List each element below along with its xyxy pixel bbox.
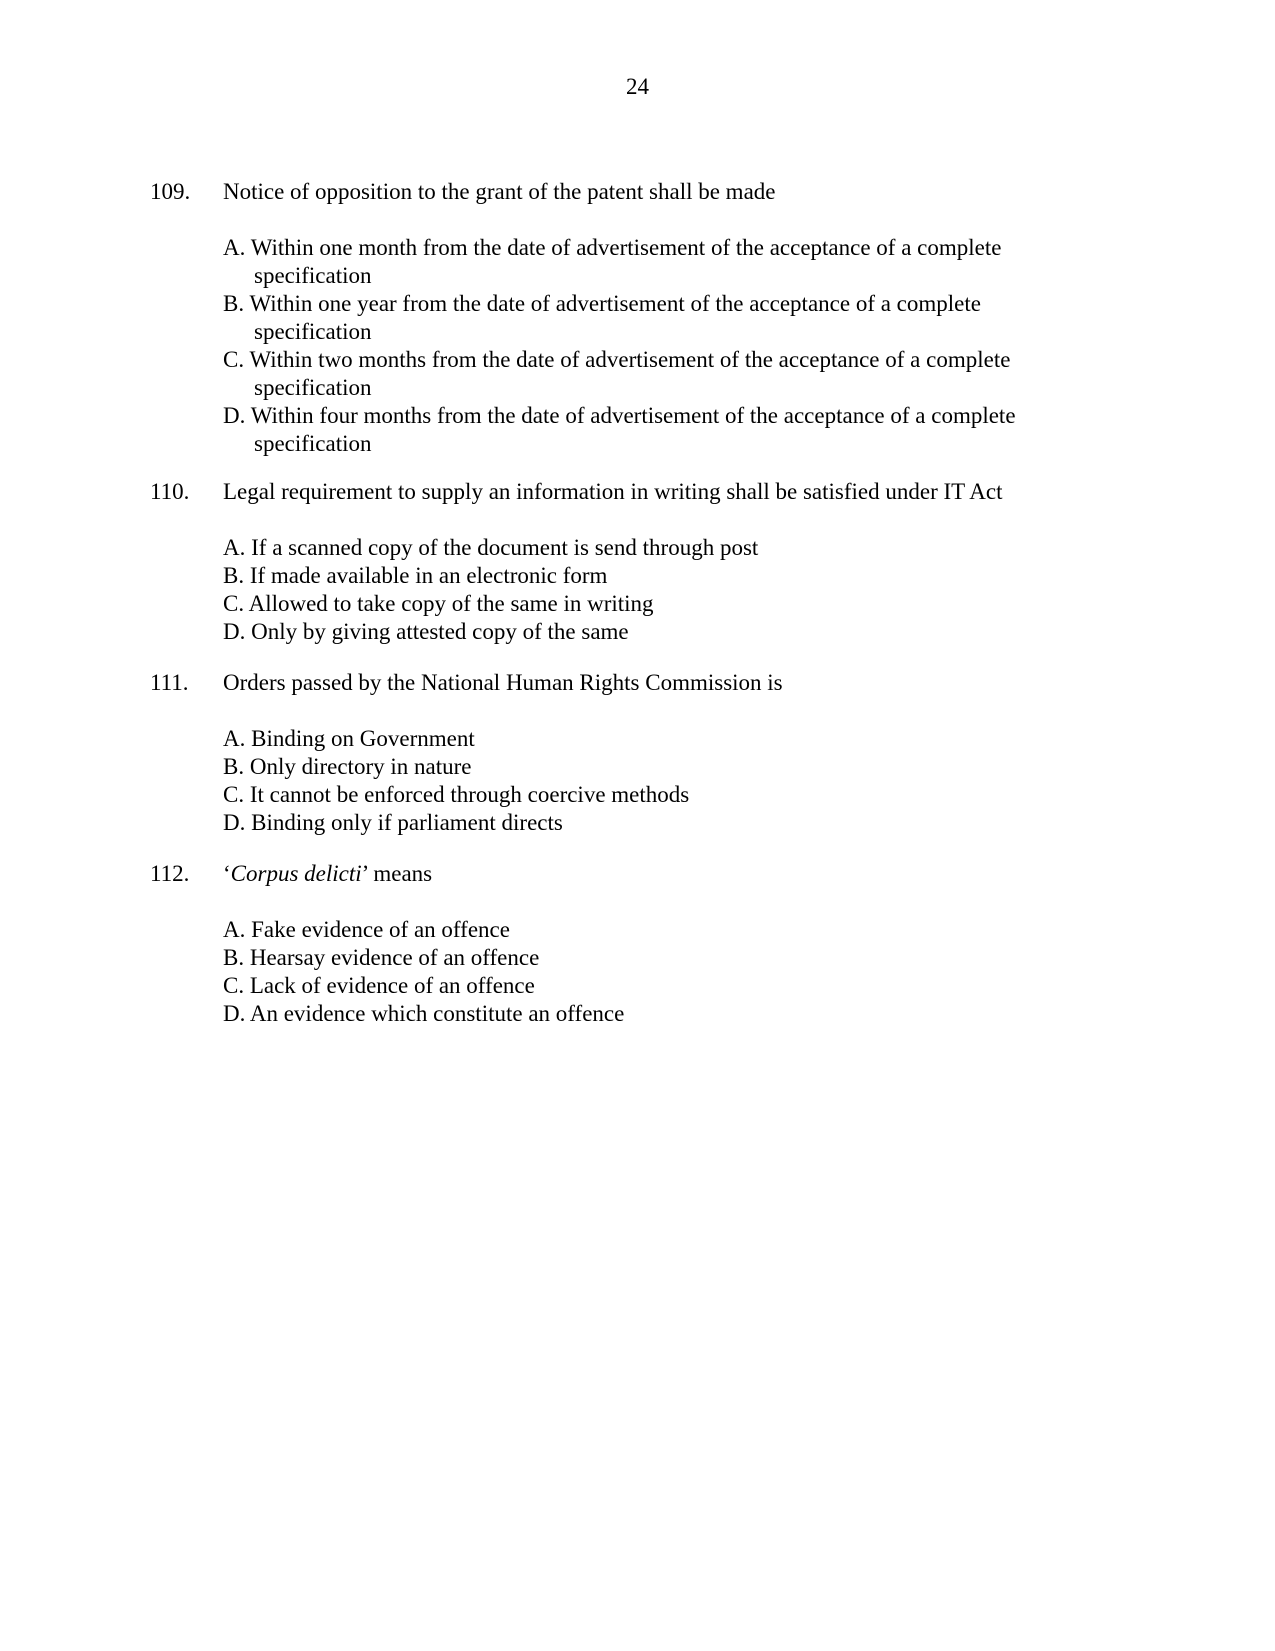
question-109 — [150, 178, 1150, 458]
option-d: D. Only by giving attested copy of the same — [223, 619, 629, 644]
option-c: C. It cannot be enforced through coercive methods — [223, 782, 690, 807]
option-a: A. Fake evidence of an offence — [223, 917, 510, 942]
option-text: Within one year from the date of advertisement of the acceptance of a complete specification — [249, 291, 981, 344]
option-text: Within one month from the date of advertisement of the acceptance of a complete specification — [250, 235, 1002, 288]
option-text: Binding on Government — [251, 726, 475, 751]
option-text: It cannot be enforced through coercive methods — [249, 782, 690, 807]
option-list — [223, 234, 1083, 458]
option-a: A. If a scanned copy of the document is send through post — [223, 535, 759, 560]
question-text: Notice of opposition to the grant of the patent shall be made — [223, 179, 776, 204]
option-text: Lack of evidence of an offence — [249, 973, 535, 998]
option-text: Hearsay evidence of an offence — [249, 945, 540, 970]
question-text: Orders passed by the National Human Rights Commission is — [223, 670, 783, 695]
page-number: 24 — [626, 74, 649, 99]
option-text: Within two months from the date of advertisement of the acceptance of a complete specification — [249, 347, 1011, 400]
option-c: C. Lack of evidence of an offence — [223, 973, 535, 998]
question-text: Legal requirement to supply an information in writing shall be satisfied under IT Act — [223, 479, 1003, 504]
question-text-rest: ’ means — [361, 861, 433, 886]
question-number: 111. — [150, 670, 189, 695]
question-number: 109. — [150, 179, 191, 204]
option-text: Fake evidence of an offence — [251, 917, 510, 942]
latin-term: Corpus delicti — [230, 861, 362, 886]
question-header — [150, 478, 1150, 506]
question-number: 110. — [150, 479, 190, 504]
option-text: An evidence which constitute an offence — [249, 1001, 625, 1026]
option-b: B. Only directory in nature — [223, 754, 472, 779]
option-b: B. If made available in an electronic form — [223, 563, 608, 588]
option-text: If a scanned copy of the document is send through post — [251, 535, 759, 560]
question-110 — [150, 478, 1150, 646]
question-header — [150, 178, 1150, 206]
option-d: D. Within four months from the date of advertisement of the acceptance of a complete specification — [223, 403, 1016, 456]
option-d: D. Binding only if parliament directs — [223, 810, 563, 835]
option-text: Only directory in nature — [249, 754, 472, 779]
question-text — [223, 860, 432, 888]
question-111 — [150, 669, 1150, 837]
option-text: Binding only if parliament directs — [251, 810, 563, 835]
option-c: C. Allowed to take copy of the same in writing — [223, 591, 654, 616]
question-number: 112. — [150, 861, 190, 886]
option-c: C. Within two months from the date of advertisement of the acceptance of a complete specification — [223, 347, 1011, 400]
option-b: B. Hearsay evidence of an offence — [223, 945, 540, 970]
option-list — [223, 725, 1083, 837]
option-d: D. An evidence which constitute an offence — [223, 1001, 625, 1026]
option-text: Allowed to take copy of the same in writing — [248, 591, 654, 616]
option-text: If made available in an electronic form — [249, 563, 608, 588]
option-a: A. Within one month from the date of advertisement of the acceptance of a complete specification — [223, 235, 1002, 288]
open-quote: ‘ — [223, 861, 231, 886]
option-list — [223, 916, 1083, 1028]
option-text: Only by giving attested copy of the same — [251, 619, 629, 644]
option-list — [223, 534, 1083, 646]
question-header — [150, 860, 1150, 888]
question-header — [150, 669, 1150, 697]
question-112 — [150, 860, 1150, 1028]
option-b: B. Within one year from the date of advertisement of the acceptance of a complete specification — [223, 291, 981, 344]
option-text: Within four months from the date of advertisement of the acceptance of a complete specification — [250, 403, 1016, 456]
option-a: A. Binding on Government — [223, 726, 475, 751]
